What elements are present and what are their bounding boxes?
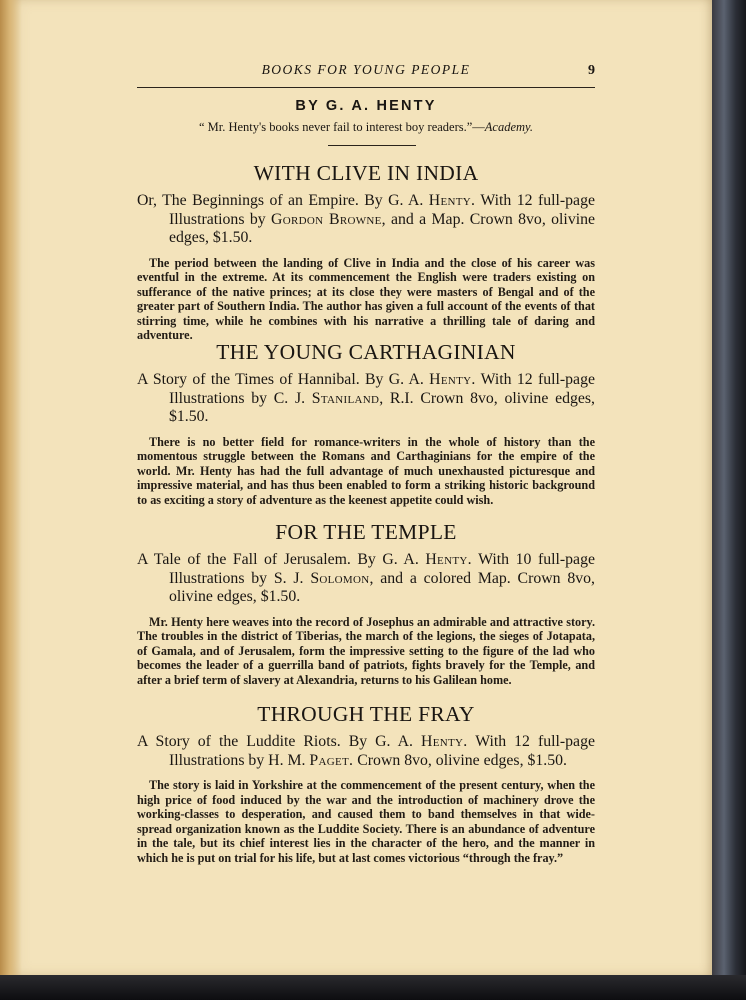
desc-text: With 12 full-page Illustrations by (169, 192, 595, 228)
desc-text: A Tale of the Fall of Jerusalem. By G. A. (137, 551, 426, 568)
running-header (137, 62, 595, 84)
desc-text: A Story of the Times of Hannibal. By G. A. (137, 371, 430, 388)
desc-text: With 12 full-page Illustrations by H. M. (169, 733, 595, 769)
book-binding-edge (712, 0, 746, 1000)
author-name: Henty. (425, 551, 472, 568)
desc-text: , and a Map. Crown 8vo, olivine edges, $1.50. (169, 210, 596, 246)
quote-source: Academy. (484, 120, 534, 134)
desc-text: Crown 8vo, olivine edges, $1.50. (353, 751, 567, 769)
book-description (137, 192, 595, 248)
author-name: Henty. (429, 371, 476, 388)
author-name: Henty. (421, 733, 468, 750)
illustrator-name: Solomon (310, 569, 370, 587)
desc-text: Or, The Beginnings of an Empire. By G. A. (137, 192, 429, 209)
desc-text: With 12 full-page Illustrations by C. J. (169, 371, 595, 407)
book-description (137, 733, 595, 770)
divider-rule (328, 145, 416, 146)
book-entry (137, 701, 595, 866)
desc-text: With 10 full-page Illustrations by S. J. (169, 551, 595, 587)
desc-text: , R.I. Crown 8vo, olivine edges, $1.50. (169, 389, 595, 425)
book-summary: The story is laid in Yorkshire at the commencement of the present century, when the high price of food induced by the war and the introduction of machinery drove the working-classes to desperation, and caused them to band themselves in that wide-spread organization known as the Luddite Society. There is an abundance of adventure in the tale, but its chief interest lies in the character of the hero, and the manner in which he is put on trial for his life, but at last comes victorious “through the fray.” (137, 778, 595, 865)
book-description (137, 371, 595, 427)
illustrator-name: Paget. (309, 751, 354, 769)
book-title: FOR THE TEMPLE (275, 520, 457, 544)
book-bottom-edge (0, 975, 746, 1000)
book-description (137, 551, 595, 607)
book-title: WITH CLIVE IN INDIA (253, 161, 479, 185)
book-summary: The period between the landing of Clive in India and the close of his career was eventful in the extreme. At its commencement the English were traders existing on sufferance of the native princes; at its close they were masters of Bengal and of the greater part of Southern India. The author has given a full account of the events of that stirring time, while he combines with his narrative a thrilling tale of daring and adventure. (137, 255, 595, 343)
book-entry (137, 160, 595, 343)
book-summary: Mr. Henty here weaves into the record of Josephus an admirable and attractive story. The troubles in the district of Tiberias, the march of the legions, the sieges of Jotapata, of Gamala, and of Jerusalem, form the impressive setting to the figure of the lad who becomes the leader of a guerrilla band of patriots, fights bravely for the Temple, and after a brief term of slavery at Alexandria, returns to his Galilean home. (137, 614, 595, 687)
quote-text: “ Mr. Henty's books never fail to interest boy readers.”— (198, 120, 485, 134)
author-name: Henty. (428, 192, 476, 209)
illustrator-name: Staniland (311, 389, 380, 407)
running-title: BOOKS FOR YOUNG PEOPLE (261, 62, 471, 77)
desc-text: A Story of the Luddite Riots. By G. A. (137, 733, 421, 750)
book-summary: There is no better field for romance-writers in the whole of history than the momentous struggle between the Romans and Carthaginians for the empire of the world. Mr. Henty has had the full advantage of much unexhausted picturesque and impressive material, and has thus been enabled to form a striking historic background to as exciting a story of adventure as the keenest appetite could wish. (137, 434, 595, 507)
page-number: 9 (588, 63, 595, 78)
book-entry (137, 519, 595, 687)
page-gutter-shadow (0, 0, 22, 975)
book-entry (137, 339, 595, 507)
illustrator-name: Gordon Browne (271, 210, 382, 228)
desc-text: , and a colored Map. Crown 8vo, olivine edges, $1.50. (169, 569, 595, 605)
book-title: THROUGH THE FRAY (257, 702, 475, 726)
press-quote (137, 120, 595, 135)
author-line: BY G. A. HENTY (295, 98, 437, 114)
book-title: THE YOUNG CARTHAGINIAN (216, 340, 516, 364)
header-rule (137, 87, 595, 88)
